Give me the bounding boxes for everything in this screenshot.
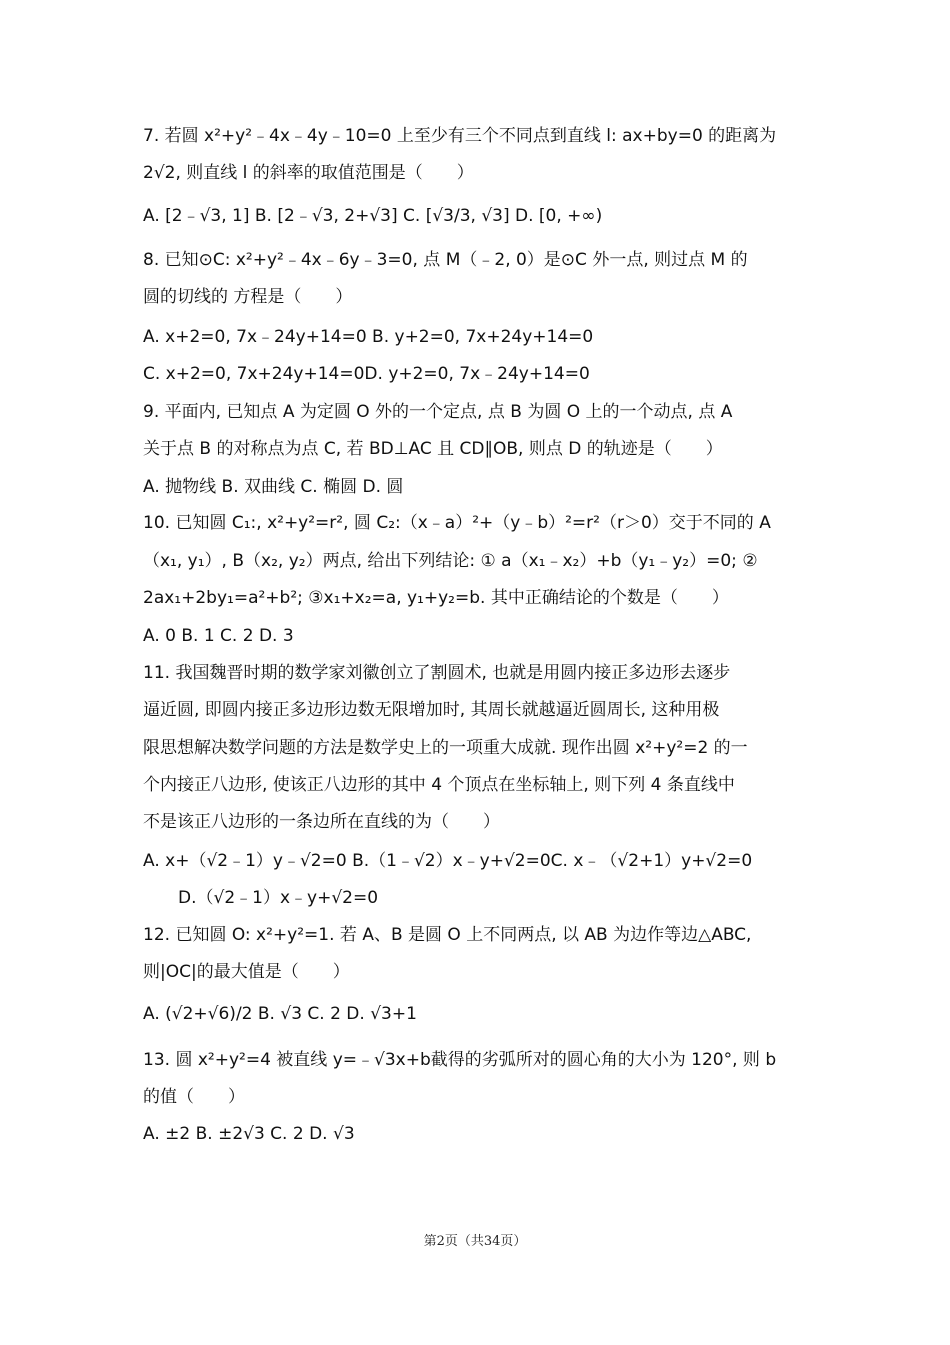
q12-stem-line2: 则|OC|的最大值是（ ）: [143, 962, 350, 982]
q8-stem-line2: 圆的切线的 方程是（ ）: [143, 287, 353, 307]
q12-options: A. (√2+√6)/2 B. √3 C. 2 D. √3+1: [143, 1004, 417, 1024]
q13-options: A. ±2 B. ±2√3 C. 2 D. √3: [143, 1124, 355, 1144]
q10-stem-line3: 2ax₁+2by₁=a²+b²; ③x₁+x₂=a, y₁+y₂=b. 其中正确结论的个数是（ ）: [143, 588, 729, 608]
q13-stem-line2: 的值（ ）: [143, 1087, 245, 1107]
q11-option-d: D.（√2﹣1）x﹣y+√2=0: [178, 888, 379, 908]
q9-stem-line1: 9. 平面内, 已知点 A 为定圆 O 外的一个定点, 点 B 为圆 O 上的一个动点, 点 A: [143, 402, 733, 422]
q13-stem-line1: 13. 圆 x²+y²=4 被直线 y=﹣√3x+b截得的劣弧所对的圆心角的大小为 120°, 则 b: [143, 1050, 777, 1070]
q10-stem-line2: （x₁, y₁）, B（x₂, y₂）两点, 给出下列结论: ① a（x₁﹣x₂）+b（y₁﹣y₂）=0; ②: [143, 551, 758, 571]
q8-stem-line1: 8. 已知⊙C: x²+y²﹣4x﹣6y﹣3=0, 点 M（﹣2, 0）是⊙C 外一点, 则过点 M 的: [143, 250, 748, 270]
q9-options: A. 抛物线 B. 双曲线 C. 椭圆 D. 圆: [143, 477, 404, 497]
q11-stem-line1: 11. 我国魏晋时期的数学家刘徽创立了割圆术, 也就是用圆内接正多边形去逐步: [143, 663, 731, 683]
q9-stem-line2: 关于点 B 的对称点为点 C, 若 BD⊥AC 且 CD∥OB, 则点 D 的轨迹是（ ）: [143, 439, 723, 459]
q10-stem-line1: 10. 已知圆 C₁:, x²+y²=r², 圆 C₂:（x﹣a）²+（y﹣b）²=r²（r＞0）交于不同的 A: [143, 513, 771, 533]
q8-options-cd: C. x+2=0, 7x+24y+14=0D. y+2=0, 7x﹣24y+14=0: [143, 364, 590, 384]
q7-options: A. [2﹣√3, 1] B. [2﹣√3, 2+√3] C. [√3/3, √3] D. [0, +∞): [143, 206, 603, 226]
q11-stem-line2: 逼近圆, 即圆内接正多边形边数无限增加时, 其周长就越逼近圆周长, 这种用极: [143, 700, 720, 720]
q12-stem-line1: 12. 已知圆 O: x²+y²=1. 若 A、B 是圆 O 上不同两点, 以 AB 为边作等边△ABC,: [143, 925, 752, 945]
page-footer: 第2页（共34页）: [423, 1234, 527, 1249]
q7-stem-line2: 2√2, 则直线 l 的斜率的取值范围是（ ）: [143, 163, 474, 183]
q11-stem-line4: 个内接正八边形, 使该正八边形的其中 4 个顶点在坐标轴上, 则下列 4 条直线中: [143, 775, 735, 795]
q8-options-ab: A. x+2=0, 7x﹣24y+14=0 B. y+2=0, 7x+24y+14=0: [143, 327, 594, 347]
q11-options-ac: A. x+（√2﹣1）y﹣√2=0 B.（1﹣√2）x﹣y+√2=0C. x﹣（√2+1）y+√2=0: [143, 851, 753, 871]
q11-stem-line3: 限思想解决数学问题的方法是数学史上的一项重大成就. 现作出圆 x²+y²=2 的一: [143, 738, 748, 758]
q7-stem-line1: 7. 若圆 x²+y²﹣4x﹣4y﹣10=0 上至少有三个不同点到直线 l: ax+by=0 的距离为: [143, 126, 777, 146]
q10-options: A. 0 B. 1 C. 2 D. 3: [143, 626, 294, 646]
q11-stem-line5: 不是该正八边形的一条边所在直线的为（ ）: [143, 812, 500, 832]
